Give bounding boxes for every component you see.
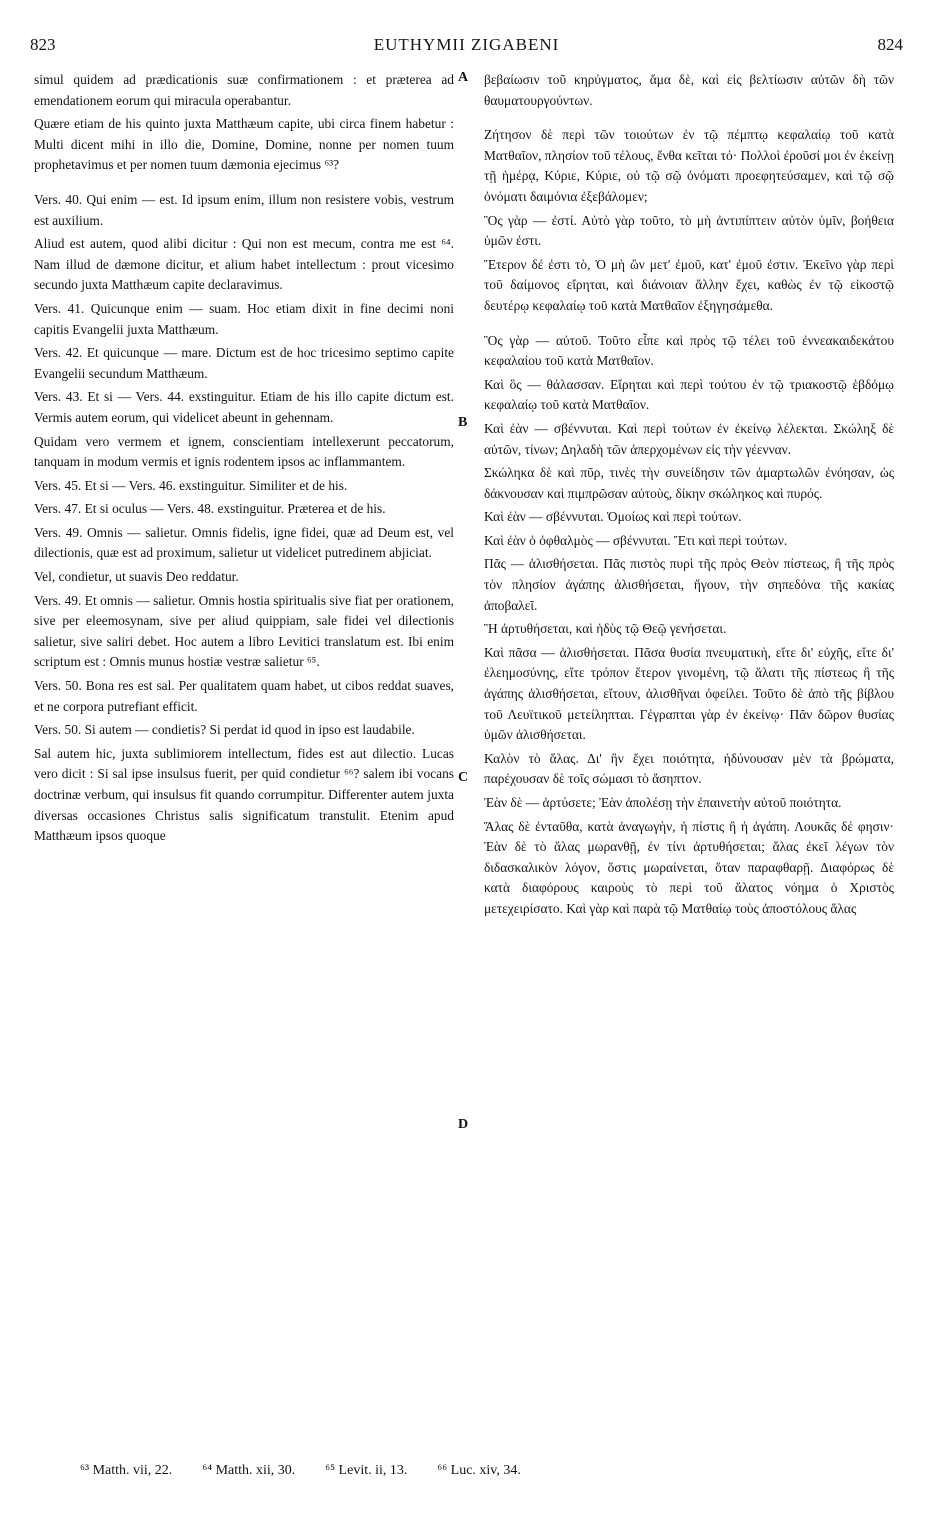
greek-paragraph: Ἐὰν δὲ — ἀρτύσετε; Ἐὰν ἀπολέσῃ τὴν ἐπαινετὴν αὐτοῦ ποιότητα. xyxy=(484,795,842,810)
latin-paragraph: Vel, condietur, ut suavis Deo reddatur. xyxy=(34,569,239,585)
greek-paragraph: Ζήτησον δὲ περὶ τῶν τοιούτων ἐν τῷ πέμπτῳ κεφαλαίῳ τοῦ κατὰ Ματθαῖον, πλησίον τοῦ τέλους, ἔνθα κεῖται τό· Πολλοὶ ἐροῦσί μοι ἐν ἐκείνῃ τῇ ἡμέρᾳ, Κύριε, Κύριε, οὐ τῷ σῷ ὀνόματι προεφητεύσαμεν, καὶ τῷ σῷ ὀνόματι δαιμόνια ἐξεβάλομεν; xyxy=(484,127,894,204)
footnotes xyxy=(80,1463,521,1479)
latin-column xyxy=(34,70,454,1450)
greek-paragraph: Σκώληκα δὲ καὶ πῦρ, τινὲς τὴν συνείδησιν τῶν ἁμαρτωλῶν ἐνόησαν, ὡς δάκνουσαν καὶ πιμπρῶσαν αὐτοὺς, δίκην σκώληκος καὶ πυρός. xyxy=(484,465,894,501)
latin-paragraph: Vers. 50. Bona res est sal. Per qualitatem quam habet, ut cibos reddat suaves, et ne corpora putrefiant efficit. xyxy=(34,678,454,714)
page-number-right: 824 xyxy=(877,35,903,54)
latin-paragraph: Vers. 49. Et omnis — salietur. Omnis hostia spiritualis sive fiat per orationem, sive per eleemosynam, sive per aliud quippiam, sale fidei vel dilectionis salietur, sive saliri debet. Hoc autem a libro Levitici translatum est. Ibi enim scriptum est : Omnis munus hostiæ vestræ salietur ⁶⁵. xyxy=(34,592,454,670)
section-marker-b: B xyxy=(458,415,468,430)
greek-paragraph: Ἕτερον δέ ἐστι τὸ, Ὁ μὴ ὢν μετ' ἐμοῦ, κατ' ἐμοῦ ἐστιν. Ἐκεῖνο γὰρ περὶ τοῦ δαίμονος εἴρηται, καὶ διάνοιαν ἄλλην ἔχει, καθὼς ἐν τῷ εἰκοστῷ δευτέρῳ κεφαλαίῳ τοῦ κατὰ Ματθαῖον ἐξηγησάμεθα. xyxy=(484,256,894,313)
latin-paragraph: Vers. 42. Et quicunque — mare. Dictum est de hoc tricesimo septimo capite Evangelii secundum Matthæum. xyxy=(34,345,454,381)
running-title: EUTHYMII ZIGABENI xyxy=(373,35,560,54)
greek-paragraph: Πᾶς — ἁλισθήσεται. Πᾶς πιστὸς πυρὶ τῆς πρὸς Θεὸν πίστεως, ἢ τῆς πρὸς τὸν πλησίον ἀγάπης ἁλισθήσεται, ἤγουν, τὴν σηπεδόνα τῆς κακίας ἀποβαλεῖ. xyxy=(484,556,894,613)
greek-paragraph: Καὶ ἐὰν — σβέννυται. Ὁμοίως καὶ περὶ τούτων. xyxy=(484,509,742,525)
latin-paragraph: Quære etiam de his quinto juxta Matthæum capite, ubi circa finem habetur : Multi dicent mihi in illo die, Domine, Domine, nonne per nomen tuum prophetavimus et per nomen tuum dæmonia ejecimus ⁶³? xyxy=(34,116,454,173)
latin-paragraph: Vers. 47. Et si oculus — Vers. 48. exstinguitur. Præterea et de his. xyxy=(34,501,386,517)
greek-paragraph: Καὶ ἐὰν — σβέννυται. Καὶ περὶ τούτων ἐν ἐκείνῳ λέλεκται. Σκώληξ δὲ αὐτῶν, τίνων; Δηλαδὴ τῶν ἀπερχομένων εἰς τὴν γέενναν. xyxy=(484,420,894,457)
latin-paragraph: Aliud est autem, quod alibi dicitur : Qui non est mecum, contra me est ⁶⁴. Nam illud de dæmone dicitur, et alium habet intellectum : prout vicesimo secundo juxta Matthæum capite declaravimus. xyxy=(34,236,454,293)
footnote: ⁶⁶ Luc. xiv, 34. xyxy=(437,1463,521,1478)
latin-paragraph: Vers. 50. Si autem — condietis? Si perdat id quod in ipso est laudabile. xyxy=(34,722,415,738)
greek-paragraph: Ὃς γὰρ — ἐστί. Αὐτὸ γὰρ τοῦτο, τὸ μὴ ἀντιπίπτειν αὐτὸν ὑμῖν, βοήθεια ὑμῶν ἐστι. xyxy=(484,212,894,249)
greek-column xyxy=(484,70,894,1450)
page-number-left: 823 xyxy=(30,35,56,54)
latin-paragraph: Quidam vero vermem et ignem, conscientiam intellexerunt peccatorum, tanquam in modum vermis et ignis rodentem ipsos ac inflammantem. xyxy=(34,433,454,470)
greek-paragraph: Καὶ ἐὰν ὁ ὀφθαλμὸς — σβέννυται. Ἔτι καὶ περὶ τούτων. xyxy=(484,532,788,548)
section-marker-a: A xyxy=(458,70,469,85)
greek-paragraph: Ὃς γὰρ — αὐτοῦ. Τοῦτο εἶπε καὶ πρὸς τῷ τέλει τοῦ ἐννεακαιδεκάτου κεφαλαίου τοῦ κατὰ Ματθαῖον. xyxy=(484,332,894,369)
greek-paragraph: Καὶ ὃς — θάλασσαν. Εἴρηται καὶ περὶ τούτου ἐν τῷ τριακοστῷ ἑβδόμῳ κεφαλαίῳ τοῦ κατὰ Ματθαῖον. xyxy=(484,376,894,413)
page-header xyxy=(30,30,903,60)
footnote: ⁶⁴ Matth. xii, 30. xyxy=(202,1463,296,1478)
latin-paragraph: Vers. 40. Qui enim — est. Id ipsum enim, illum non resistere vobis, vestrum est auxilium. xyxy=(34,191,454,228)
latin-paragraph: Sal autem hic, juxta sublimiorem intellectum, fides est aut dilectio. Lucas vero dicit : Si sal ipse insulsus fuerit, per quid condietur ⁶⁶? salem ibi vocans doctrinæ verbum, qui insulsus fit quando corrumpitur. Differenter autem juxta diversas occasiones Christus salis significatum transtulit. Etenim apud Matthæum ipsos quoque xyxy=(34,745,454,844)
section-marker-d: D xyxy=(458,1117,469,1132)
latin-paragraph: simul quidem ad prædicationis suæ confirmationem : et præterea ad emendationem eorum qui miracula operabantur. xyxy=(34,72,454,108)
latin-paragraph: Vers. 49. Omnis — salietur. Omnis fidelis, igne fidei, quæ ad Deum est, vel dilectionis, quæ est ad proximum, salietur ut videlicet putredinem abjiciat. xyxy=(34,524,454,561)
greek-paragraph: βεβαίωσιν τοῦ κηρύγματος, ἅμα δὲ, καὶ εἰς βελτίωσιν αὐτῶν δὴ τῶν θαυματουργούντων. xyxy=(484,72,894,108)
footnote: ⁶⁵ Levit. ii, 13. xyxy=(325,1463,408,1478)
latin-paragraph: Vers. 41. Quicunque enim — suam. Hoc etiam dixit in fine decimi noni capitis Evangelii juxta Matthæum. xyxy=(34,300,454,337)
latin-paragraph: Vers. 45. Et si — Vers. 46. exstinguitur. Similiter et de his. xyxy=(34,477,348,493)
section-marker-c: C xyxy=(458,770,469,785)
greek-paragraph: Ἢ ἀρτυθήσεται, καὶ ἡδὺς τῷ Θεῷ γενήσεται. xyxy=(484,621,727,637)
latin-paragraph: Vers. 43. Et si — Vers. 44. exstinguitur. Etiam de his illo capite dictum est. Vermis autem eorum, qui videlicet abeunt in gehennam. xyxy=(34,389,454,425)
greek-paragraph: Καλὸν τὸ ἅλας. Δι' ἣν ἔχει ποιότητα, ἡδύνουσαν μὲν τὰ βρώματα, παρέχουσαν δὲ τοῖς σώμασι τὸ ἄσηπτον. xyxy=(484,750,894,787)
greek-paragraph: Καὶ πᾶσα — ἁλισθήσεται. Πᾶσα θυσία πνευματικὴ, εἴτε δι' εὐχῆς, εἴτε δι' ἐλεημοσύνης, εἴτε τρόπον ἕτερον γινομένη, τῷ ἅλατι τῆς πίστεως ἢ τῆς ἀγάπης ἁλισθήσεται, εἴτουν, ἁλισθῆναι ὀφείλει. Τοῦτο δὲ ἀπὸ τῆς βίβλου τοῦ Λευϊτικοῦ μετείληπται. Γέγραπται γὰρ ἐν ἐκείνῳ· Πᾶν δῶρον θυσίας ὑμῶν ἁλισθήσεται. xyxy=(484,644,894,743)
footnote: ⁶³ Matth. vii, 22. xyxy=(80,1463,173,1478)
greek-paragraph: Ἅλας δὲ ἐνταῦθα, κατὰ ἀναγωγὴν, ἡ πίστις ἢ ἡ ἀγάπη. Λουκᾶς δέ φησιν· Ἐὰν δὲ τὸ ἅλας μωρανθῇ, ἐν τίνι ἀρτυθήσεται; ἅλας ἐκεῖ λέγων τὸν διδασκαλικὸν λόγον, ὅστις μωραίνεται, ὅταν παραφθαρῇ. Διαφόρως δὲ κατὰ διαφόρους καιροὺς τὸ περὶ τοῦ ἅλατος νόημα ὁ Χριστὸς μετεχειρίσατο. Καὶ γὰρ καὶ παρὰ τῷ Ματθαίῳ τοὺς ἀποστόλους ἅλας xyxy=(484,818,894,916)
